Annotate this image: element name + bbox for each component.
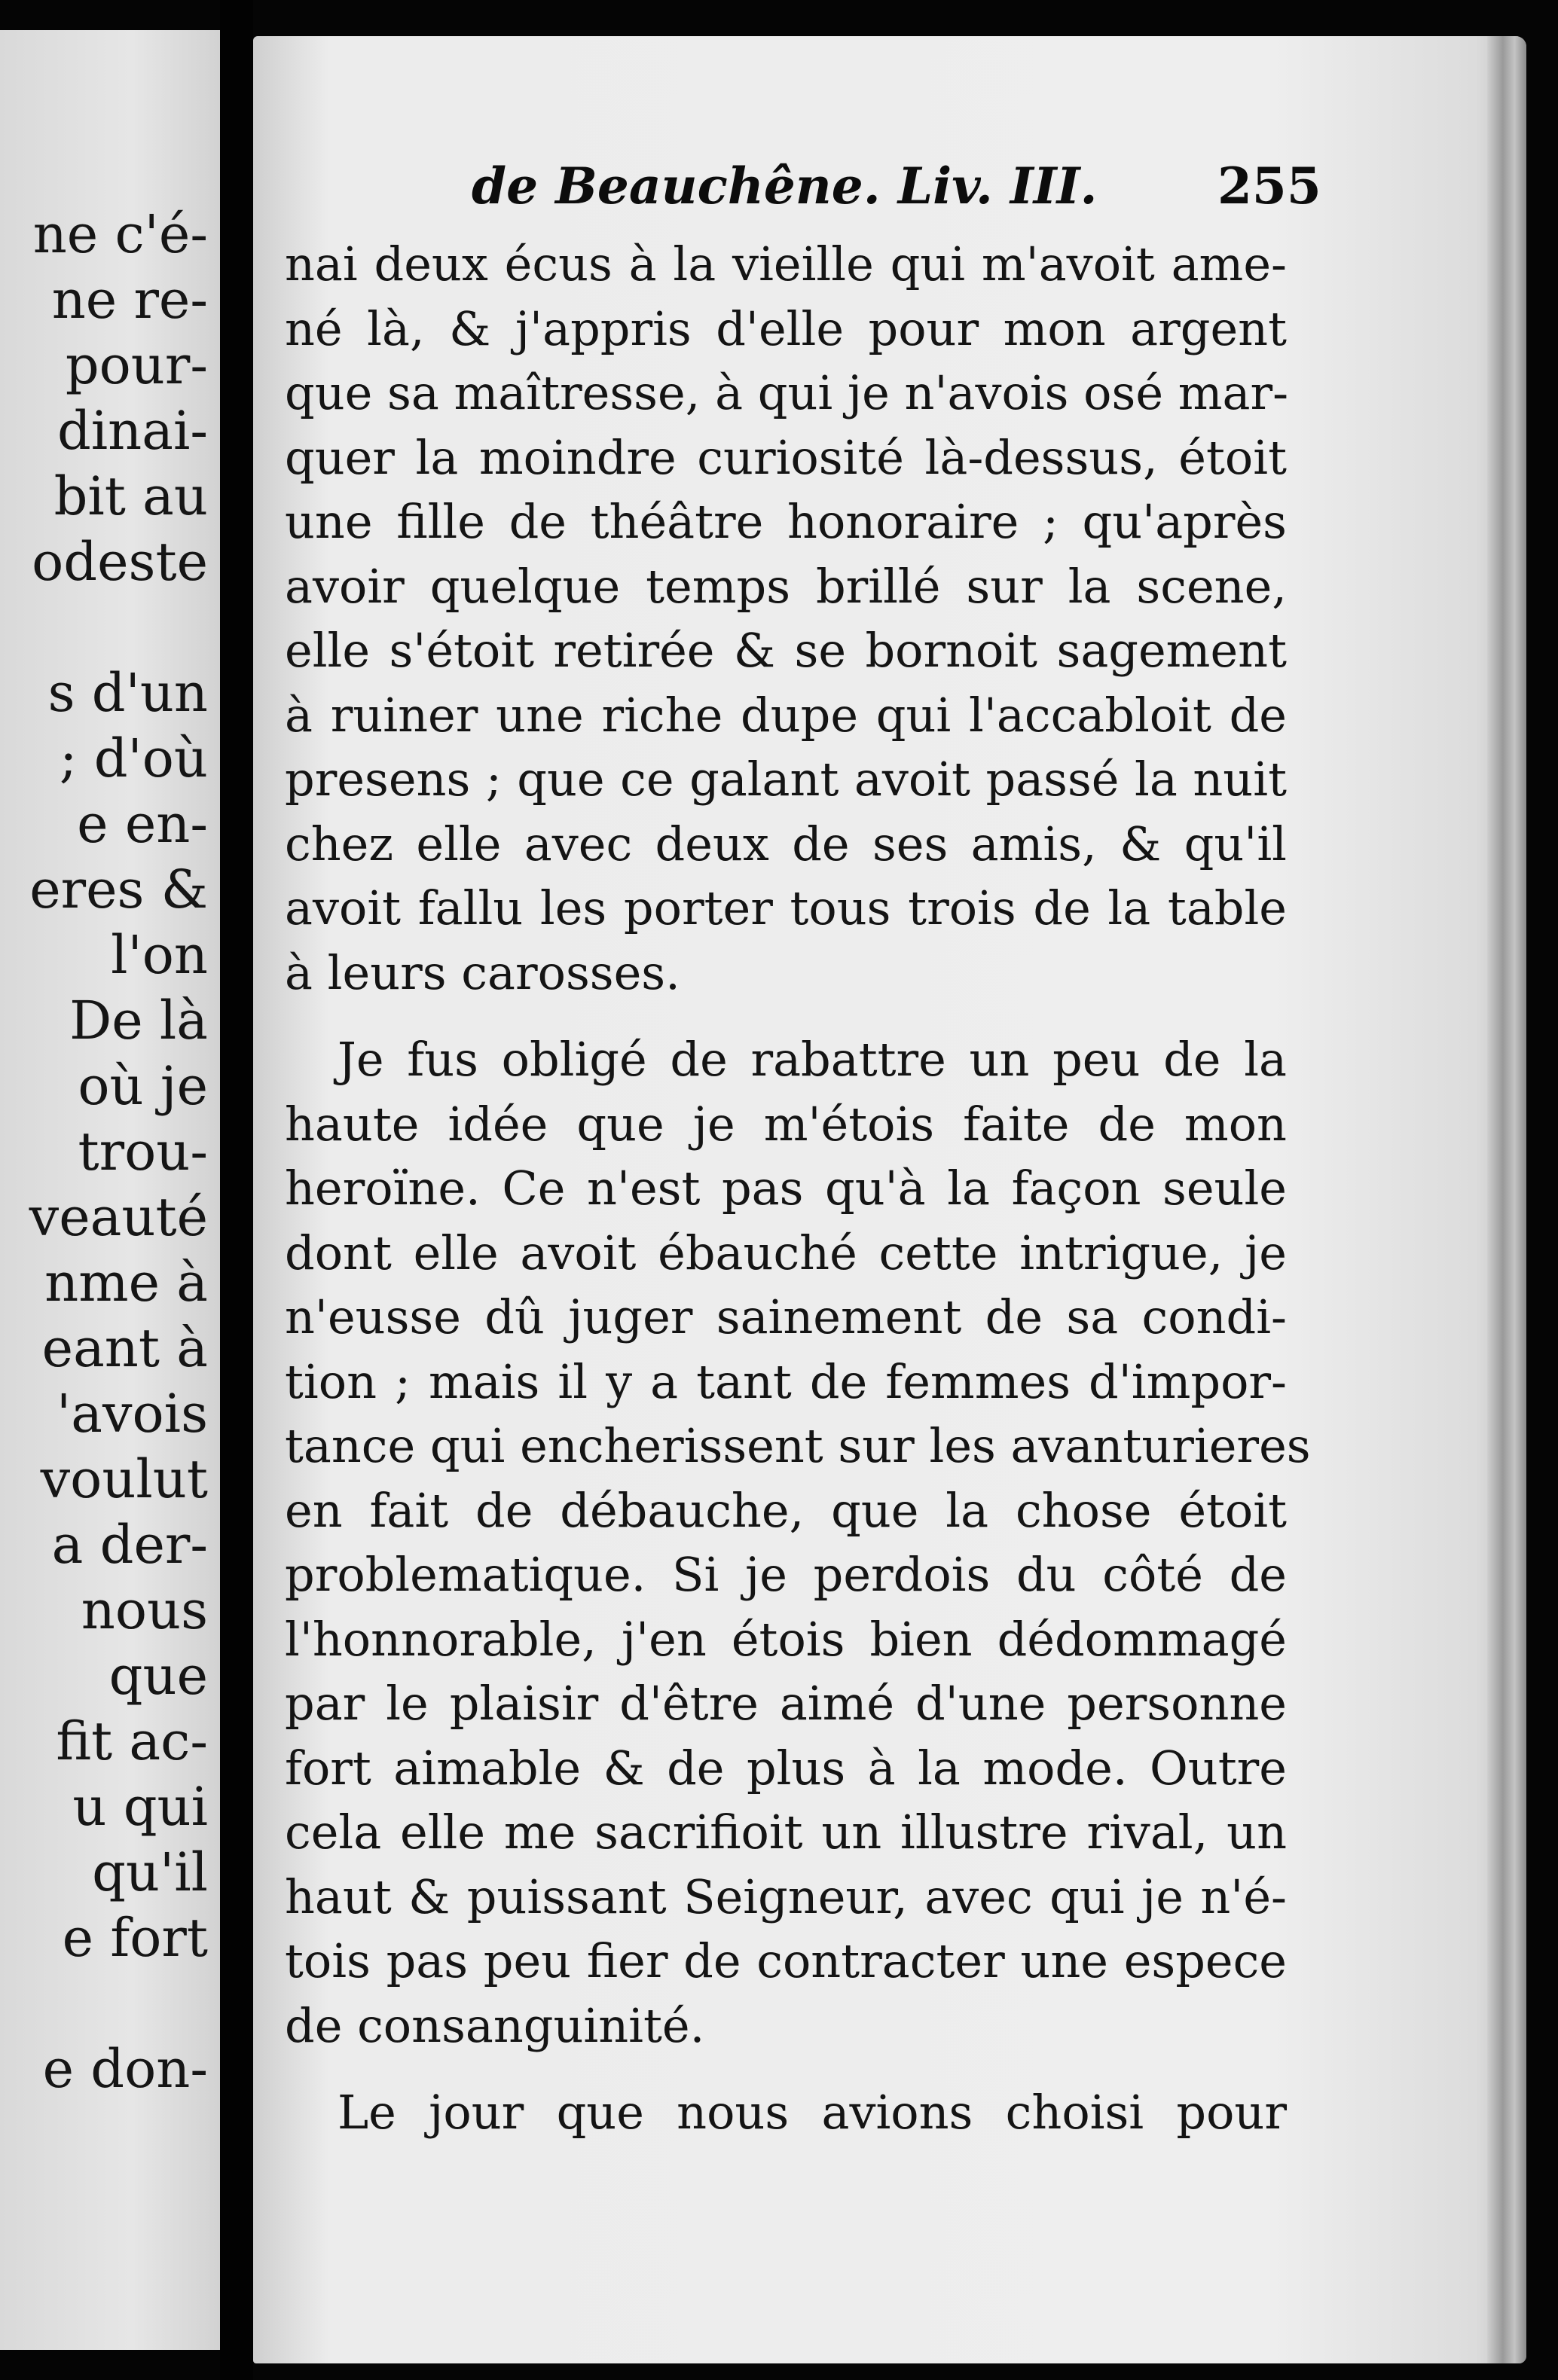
text-line: presens ; que ce galant avoit passé la nuit bbox=[285, 752, 1287, 807]
text-line: dont elle avoit ébauché cette intrigue, je bbox=[285, 1225, 1287, 1280]
text-line: de consanguinité. bbox=[285, 1997, 705, 2053]
text-line: que sa maîtresse, à qui je n'avois osé mar- bbox=[285, 365, 1289, 420]
facing-line: ne c'é- bbox=[32, 203, 208, 265]
paragraph bbox=[285, 232, 1287, 1005]
book-gutter bbox=[220, 0, 253, 2380]
text-line: avoir quelque temps brillé sur la scene, bbox=[285, 558, 1287, 614]
text-line: problematique. Si je perdois du côté de bbox=[285, 1547, 1287, 1602]
main-page bbox=[253, 36, 1526, 2363]
text-line: Le jour que nous avions choisi pour bbox=[338, 2085, 1287, 2140]
text-line: une fille de théâtre honoraire ; qu'après bbox=[285, 494, 1287, 549]
facing-line: a der- bbox=[51, 1514, 208, 1576]
running-head bbox=[253, 149, 1526, 232]
facing-line bbox=[0, 595, 208, 661]
facing-line: De là bbox=[69, 990, 208, 1051]
text-line: né là, & j'appris d'elle pour mon argent bbox=[285, 301, 1287, 356]
text-line: haute idée que je m'étois faite de mon bbox=[285, 1096, 1287, 1152]
running-title: de Beauchêne. Liv. III. bbox=[472, 157, 1098, 215]
text-line: haut & puissant Seigneur, avec qui je n'é- bbox=[285, 1869, 1287, 1924]
facing-line: dinai- bbox=[57, 400, 208, 462]
facing-line: bit au bbox=[53, 465, 208, 527]
text-line: Je fus obligé de rabattre un peu de la bbox=[338, 1032, 1287, 1087]
facing-line: veauté bbox=[29, 1186, 208, 1248]
text-line: fort aimable & de plus à la mode. Outre bbox=[285, 1740, 1287, 1796]
body-text bbox=[285, 232, 1311, 2145]
facing-line: nme à bbox=[44, 1252, 208, 1314]
facing-line: l'on bbox=[111, 924, 208, 986]
text-line: avoit fallu les porter tous trois de la table bbox=[285, 880, 1287, 935]
facing-line: que bbox=[108, 1645, 208, 1707]
text-line: tois pas peu fier de contracter une espece bbox=[285, 1933, 1287, 1988]
text-line: cela elle me sacrifioit un illustre rival, un bbox=[285, 1805, 1287, 1860]
facing-line: odeste bbox=[32, 531, 208, 593]
facing-page-text bbox=[0, 202, 208, 2102]
facing-line: e fort bbox=[62, 1907, 208, 1969]
facing-line: trou- bbox=[78, 1121, 208, 1182]
text-line: en fait de débauche, que la chose étoit bbox=[285, 1482, 1287, 1538]
facing-line: 'avois bbox=[57, 1383, 208, 1445]
facing-line: ; d'où bbox=[59, 728, 208, 789]
text-line: chez elle avec deux de ses amis, & qu'il bbox=[285, 816, 1287, 871]
text-line: tion ; mais il y a tant de femmes d'impor- bbox=[285, 1353, 1287, 1409]
text-line: heroïne. Ce n'est pas qu'à la façon seule bbox=[285, 1161, 1287, 1216]
facing-line: voulut bbox=[40, 1448, 208, 1510]
facing-line: s d'un bbox=[47, 662, 208, 724]
facing-line: pour- bbox=[65, 334, 208, 396]
facing-line: eant à bbox=[41, 1317, 208, 1379]
facing-line: où je bbox=[78, 1055, 208, 1117]
text-line: à leurs carosses. bbox=[285, 944, 680, 1000]
facing-line: qu'il bbox=[92, 1841, 208, 1903]
text-line: n'eusse dû juger sainement de sa condi- bbox=[285, 1289, 1287, 1344]
text-line: l'honnorable, j'en étois bien dédommagé bbox=[285, 1611, 1287, 1667]
text-line: quer la moindre curiosité là-dessus, étoit bbox=[285, 429, 1287, 485]
paragraph bbox=[285, 2080, 1287, 2145]
text-line: à ruiner une riche dupe qui l'accabloit de bbox=[285, 687, 1287, 743]
page-number: 255 bbox=[1217, 157, 1321, 215]
facing-line: u qui bbox=[72, 1776, 208, 1838]
facing-line: e don- bbox=[42, 2038, 208, 2100]
facing-line: nous bbox=[81, 1579, 208, 1641]
facing-line: fit ac- bbox=[56, 1710, 208, 1772]
page-edge bbox=[1487, 36, 1526, 2363]
text-line: tance qui encherissent sur les avanturieres bbox=[285, 1418, 1311, 1473]
text-line: elle s'étoit retirée & se bornoit sagement bbox=[285, 623, 1287, 678]
facing-line: eres & bbox=[29, 859, 208, 920]
facing-line bbox=[0, 1971, 208, 2037]
text-line: nai deux écus à la vieille qui m'avoit ame- bbox=[285, 236, 1287, 291]
facing-page bbox=[0, 30, 220, 2350]
paragraph bbox=[285, 1027, 1311, 2058]
text-line: par le plaisir d'être aimé d'une personne bbox=[285, 1676, 1287, 1731]
facing-line: ne re- bbox=[51, 269, 208, 331]
facing-line: e en- bbox=[77, 793, 208, 855]
